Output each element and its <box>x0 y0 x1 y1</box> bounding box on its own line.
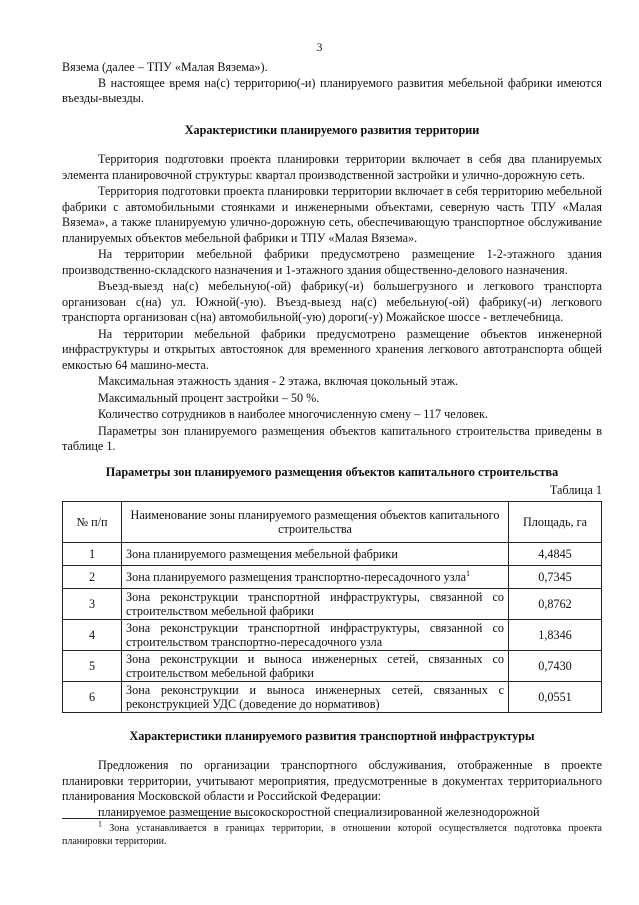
paragraph: планируемое размещение высокоскоростной специализированной железнодорожной <box>98 804 540 819</box>
paragraph: Территория подготовки проекта планировки территории включает в себя два планируемых элемента планировочной структуры: квартал производственной застройки и улично-дорожную сеть. <box>62 152 602 182</box>
table-row <box>63 650 602 681</box>
paragraph: Параметры зон планируемого размещения объектов капитального строительства приведены в таблице 1. <box>62 423 602 453</box>
row-zone-name: Зона реконструкции транспортной инфраструктуры, связанной со строительством транспортно-пересадочного узла <box>122 619 509 650</box>
section-heading-transport: Характеристики планируемого развития транспортной инфраструктуры <box>129 728 535 743</box>
table-row <box>63 681 602 712</box>
paragraph: На территории мебельной фабрики предусмотрено размещение объектов инженерной инфраструктуры и открытых автостоянок для временного хранения легкового автотранспорта общей емкостью 64 машино-места. <box>62 326 602 372</box>
header-area: Площадь, га <box>509 501 602 542</box>
paragraph: Въезд-выезд на(с) мебельную(-ой) фабрику(-и) большегрузного и легкового транспорта организован с(на) ул. Южной(-ую). Въезд-выезд на(с) мебельную(-ой) фабрику(-и) легкового транспорта организован с(на) автомобильной(-ую) дороги(-у) Можайское шоссе - ветлечебница. <box>62 279 602 324</box>
row-number: 1 <box>63 542 122 565</box>
row-area: 4,4845 <box>509 542 602 565</box>
table-header-row <box>63 501 602 542</box>
intro-paragraph: В настоящее время на(с) территорию(-и) планируемого развития мебельной фабрики имеются въезды-выезды. <box>62 75 602 105</box>
paragraph: Количество сотрудников в наиболее многочисленную смену – 117 человек. <box>98 407 488 421</box>
paragraph: Максимальная этажность здания - 2 этажа, включая цокольный этаж. <box>98 374 459 388</box>
page-number: 3 <box>316 40 323 54</box>
paragraph: Предложения по организации транспортного обслуживания, отображенные в проекте планировки территории, учитывают мероприятия, предусмотренные в документах территориального планирования Московской области и Российской Федерации: <box>62 758 602 803</box>
row-zone-name: Зона планируемого размещения транспортно-пересадочного узла <box>126 569 467 584</box>
footnote <box>62 819 602 848</box>
row-zone-name: Зона реконструкции транспортной инфраструктуры, связанной со строительством мебельной фабрики <box>122 588 509 619</box>
table-row <box>63 565 602 588</box>
table-row <box>63 588 602 619</box>
intro-line: Вязема (далее – ТПУ «Малая Вязема»). <box>62 60 268 74</box>
row-zone-name: Зона реконструкции и выноса инженерных сетей, связанных с реконструкцией УДС (доведение до нормативов) <box>122 681 509 712</box>
row-number: 6 <box>63 681 122 712</box>
row-number: 3 <box>63 588 122 619</box>
paragraph: На территории мебельной фабрики предусмотрено размещение 1-2-этажного здания производственно-складского назначения и 1-этажного здания общественно-делового назначения. <box>62 247 602 277</box>
table-row <box>63 542 602 565</box>
row-number: 5 <box>63 650 122 681</box>
footnote-text: Зона устанавливается в границах территории, в отношении которой осуществляется подготовка проекта планировки территории. <box>62 823 602 847</box>
row-area: 0,8762 <box>509 588 602 619</box>
table-caption: Таблица 1 <box>549 483 602 497</box>
page-content <box>62 60 602 820</box>
paragraph: Максимальный процент застройки – 50 %. <box>98 390 320 405</box>
row-zone-name: Зона реконструкции и выноса инженерных сетей, связанных со строительством мебельной фабрики <box>122 650 509 681</box>
table-row <box>63 619 602 650</box>
row-number: 4 <box>63 619 122 650</box>
row-area: 0,0551 <box>509 681 602 712</box>
row-zone-name: Зона планируемого размещения мебельной фабрики <box>122 542 509 565</box>
row-area: 0,7345 <box>509 565 602 588</box>
row-zone-name-cell <box>122 565 509 588</box>
table-title: Параметры зон планируемого размещения объектов капитального строительства <box>105 464 559 479</box>
footnote-ref[interactable]: 1 <box>466 568 471 578</box>
footnote-marker: 1 <box>98 819 102 829</box>
paragraph: Территория подготовки проекта планировки территории включает в себя территорию мебельной фабрики с автомобильными стоянками и инженерными объектами, северную часть ТПУ «Малая Вязема», а также планируемую улично-дорожную сеть, обеспечивающую транспортное обслуживание планируемых объектов мебельной фабрики и ТПУ «Малая Вязема». <box>62 184 602 245</box>
parameters-table <box>62 501 602 713</box>
section-heading-territory: Характеристики планируемого развития территории <box>184 122 480 137</box>
header-zone-name: Наименование зоны планируемого размещения объектов капитального строительства <box>122 501 509 542</box>
footnote-separator <box>62 818 252 819</box>
header-number: № п/п <box>63 501 122 542</box>
row-area: 0,7430 <box>509 650 602 681</box>
row-number: 2 <box>63 565 122 588</box>
row-area: 1,8346 <box>509 619 602 650</box>
